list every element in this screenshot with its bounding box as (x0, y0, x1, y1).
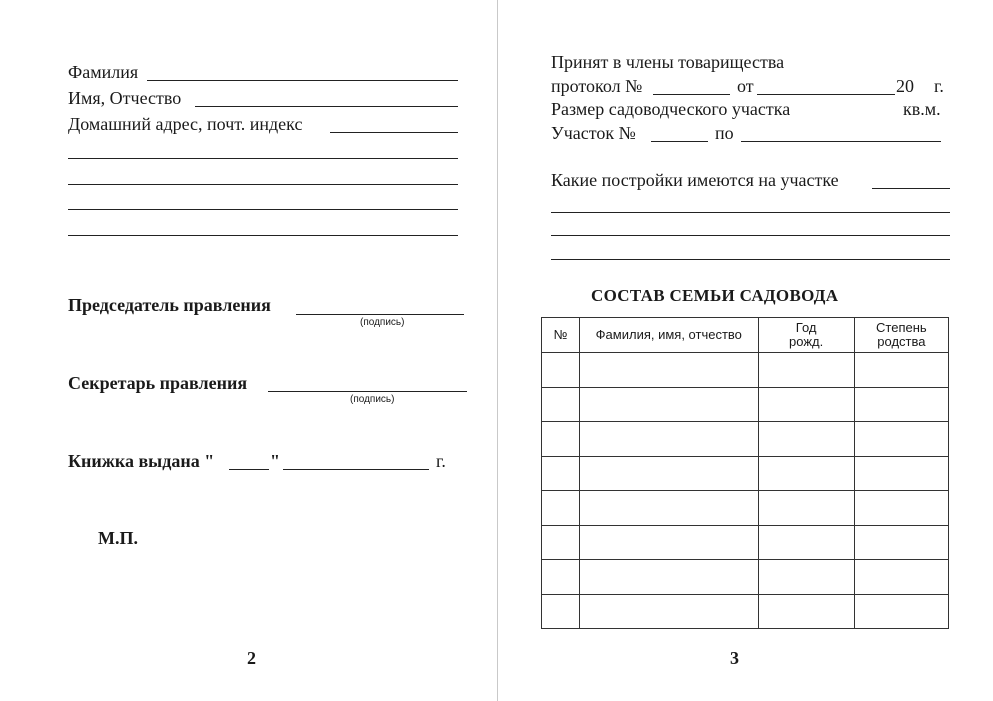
surname-label: Фамилия (68, 62, 139, 82)
table-cell[interactable] (854, 387, 948, 422)
table-row (542, 491, 949, 526)
protocol-label: протокол № (551, 76, 643, 96)
table-cell[interactable] (542, 456, 580, 491)
plot-size-unit: кв.м. (903, 99, 941, 119)
buildings-line-3[interactable] (551, 235, 950, 236)
table-cell[interactable] (542, 387, 580, 422)
book-issued-year-suffix: г. (436, 451, 446, 471)
protocol-year-suffix: г. (934, 76, 944, 96)
book-issued-day-field[interactable] (229, 469, 269, 470)
address-field[interactable] (330, 132, 458, 133)
table-cell[interactable] (854, 594, 948, 629)
table-row (542, 353, 949, 388)
protocol-year-prefix: 20 (896, 76, 914, 96)
table-cell[interactable] (580, 594, 758, 629)
table-cell[interactable] (854, 560, 948, 595)
protocol-from-label: от (737, 76, 754, 96)
book-issued-quote: " (270, 451, 280, 471)
table-cell[interactable] (758, 387, 854, 422)
name-label: Имя, Отчество (68, 88, 182, 108)
table-cell[interactable] (580, 387, 758, 422)
plot-size-label: Размер садоводческого участка (551, 99, 791, 119)
buildings-field[interactable] (872, 188, 950, 189)
table-cell[interactable] (542, 422, 580, 457)
family-title: СОСТАВ СЕМЬИ САДОВОДА (591, 286, 839, 305)
plot-on-label: по (715, 123, 734, 143)
secretary-label: Секретарь правления (68, 373, 248, 393)
buildings-line-2[interactable] (551, 212, 950, 213)
surname-field[interactable] (147, 80, 458, 81)
table-cell[interactable] (580, 353, 758, 388)
table-cell[interactable] (580, 491, 758, 526)
table-row (542, 594, 949, 629)
table-cell[interactable] (854, 456, 948, 491)
secretary-signature-caption: (подпись) (350, 394, 395, 405)
table-cell[interactable] (758, 525, 854, 560)
table-cell[interactable] (758, 491, 854, 526)
plot-street-field[interactable] (741, 141, 941, 142)
table-cell[interactable] (542, 525, 580, 560)
page-number-right: 3 (730, 648, 739, 668)
accepted-label: Принят в члены товарищества (551, 52, 785, 72)
table-row (542, 456, 949, 491)
chairman-label: Председатель правления (68, 295, 271, 315)
table-cell[interactable] (542, 353, 580, 388)
address-line-4[interactable] (68, 209, 458, 210)
table-cell[interactable] (758, 594, 854, 629)
buildings-label: Какие постройки имеются на участке (551, 170, 839, 190)
table-cell[interactable] (580, 456, 758, 491)
table-cell[interactable] (580, 525, 758, 560)
chairman-signature-field[interactable] (296, 314, 464, 315)
address-line-3[interactable] (68, 184, 458, 185)
plot-number-field[interactable] (651, 141, 708, 142)
page-number-left: 2 (247, 648, 256, 668)
table-row (542, 422, 949, 457)
plot-number-label: Участок № (551, 123, 636, 143)
column-relation: Степень родства (854, 318, 948, 353)
table-cell[interactable] (758, 456, 854, 491)
table-cell[interactable] (542, 594, 580, 629)
book-issued-label: Книжка выдана " (68, 451, 215, 471)
column-full-name: Фамилия, имя, отчество (580, 318, 758, 353)
table-row (542, 525, 949, 560)
family-table-header (542, 318, 949, 353)
table-cell[interactable] (542, 491, 580, 526)
protocol-number-field[interactable] (653, 94, 730, 95)
address-line-2[interactable] (68, 158, 458, 159)
table-cell[interactable] (542, 560, 580, 595)
table-cell[interactable] (854, 353, 948, 388)
table-cell[interactable] (758, 422, 854, 457)
table-row (542, 387, 949, 422)
column-number: № (542, 318, 580, 353)
table-cell[interactable] (854, 525, 948, 560)
column-birth-year: Год рожд. (758, 318, 854, 353)
address-line-5[interactable] (68, 235, 458, 236)
table-cell[interactable] (854, 422, 948, 457)
address-label: Домашний адрес, почт. индекс (68, 114, 303, 134)
secretary-signature-field[interactable] (268, 391, 467, 392)
stamp-label: М.П. (98, 528, 138, 548)
book-issued-month-field[interactable] (283, 469, 429, 470)
chairman-signature-caption: (подпись) (360, 317, 405, 328)
table-cell[interactable] (758, 353, 854, 388)
buildings-line-4[interactable] (551, 259, 950, 260)
family-table (541, 317, 949, 629)
table-cell[interactable] (580, 422, 758, 457)
table-row (542, 560, 949, 595)
table-cell[interactable] (580, 560, 758, 595)
protocol-date-field[interactable] (757, 94, 895, 95)
table-cell[interactable] (854, 491, 948, 526)
name-field[interactable] (195, 106, 458, 107)
table-cell[interactable] (758, 560, 854, 595)
